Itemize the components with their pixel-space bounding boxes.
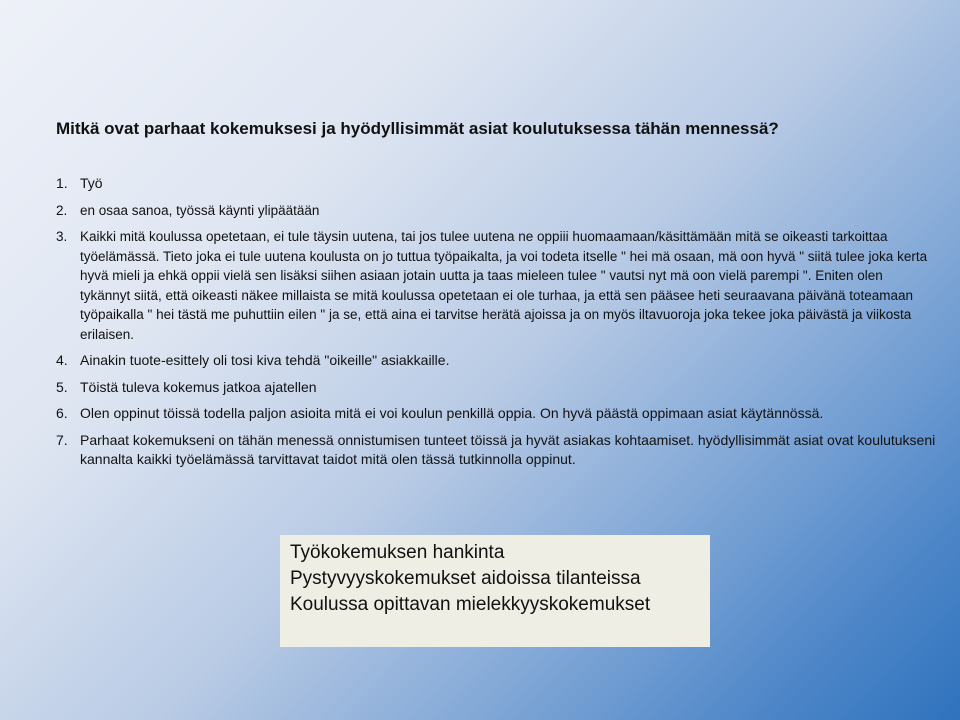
answer-number: 1. (56, 175, 68, 191)
answer-text: Kaikki mitä koulussa opetetaan, ei tule täysin uutena, tai jos tulee uutena ne oppiii huomaamaan/käsittämään mitä se oikeasti tarkoittaa työelämässä. Tieto joka ei tule uutena koulusta on jo tuttua työpaikalta, ja voi todeta itselle " hei mä osaan, mä oon hyvä " siitä tulee joka kerta hyvä mieli ja ehkä oppii vielä sen lisäksi siihen asiaan jotain uutta ja taas mieleen tulee " vautsi nyt mä oon vielä parempi ". Eniten olen tykännyt siitä, että oikeasti näkee millaista se mitä koulussa opetetaan ei ole turhaa, ja että sen pääsee heti seuraavana päivänä toteamaan työpaikalla " hei tästä me puhuttiin eilen " ja se, että aina ei tarvitse herätä ajoissa ja on myös iltavuoroja joka tekee joka päivästä ja viikosta erilaisen. (80, 229, 928, 342)
answer-item-5 (56, 378, 936, 398)
answer-number: 2. (56, 202, 68, 218)
answer-number: 7. (56, 431, 68, 448)
summary-line-2: Pystyvyyskokemukset aidoissa tilanteissa (290, 568, 641, 589)
summary-line-1: Työkokemuksen hankinta (290, 542, 505, 563)
answer-item-6 (56, 404, 936, 424)
answer-text: Olen oppinut töissä todella paljon asioita mitä ei voi koulun penkillä oppia. On hyvä päästä oppimaan asiat käytännössä. (80, 405, 824, 421)
question-heading: Mitkä ovat parhaat kokemuksesi ja hyödyllisimmät asiat koulutuksessa tähän mennessä? (56, 119, 779, 138)
answer-text: Töistä tuleva kokemus jatkoa ajatellen (80, 378, 317, 395)
summary-line-3: Koulussa opittavan mielekkyyskokemukset (290, 594, 651, 615)
answer-number: 3. (56, 229, 68, 244)
answer-item-7 (56, 431, 936, 470)
answer-number: 5. (56, 378, 68, 395)
answer-number: 6. (56, 405, 68, 421)
answer-item-3 (56, 227, 936, 344)
answer-text: Ainakin tuote-esittely oli tosi kiva tehdä "oikeille" asiakkaille. (80, 352, 450, 368)
answer-text: Työ (80, 175, 103, 191)
answer-number: 4. (56, 352, 68, 368)
answer-item-4 (56, 351, 936, 371)
summary-box (280, 535, 710, 647)
answers-list (56, 174, 936, 470)
answer-text: Parhaat kokemukseni on tähän menessä onnistumisen tunteet töissä ja hyvät asiakas kohtaamiset. hyödyllisimmät asiat ovat koulutukseni kannalta kaikki työelämässä tarvittavat taidot mitä olen tässä tutkinnolla oppinut. (80, 431, 936, 467)
answer-item-1 (56, 174, 936, 194)
answer-item-2 (56, 201, 936, 221)
answer-text: en osaa sanoa, työssä käynti ylipäätään (80, 202, 320, 218)
